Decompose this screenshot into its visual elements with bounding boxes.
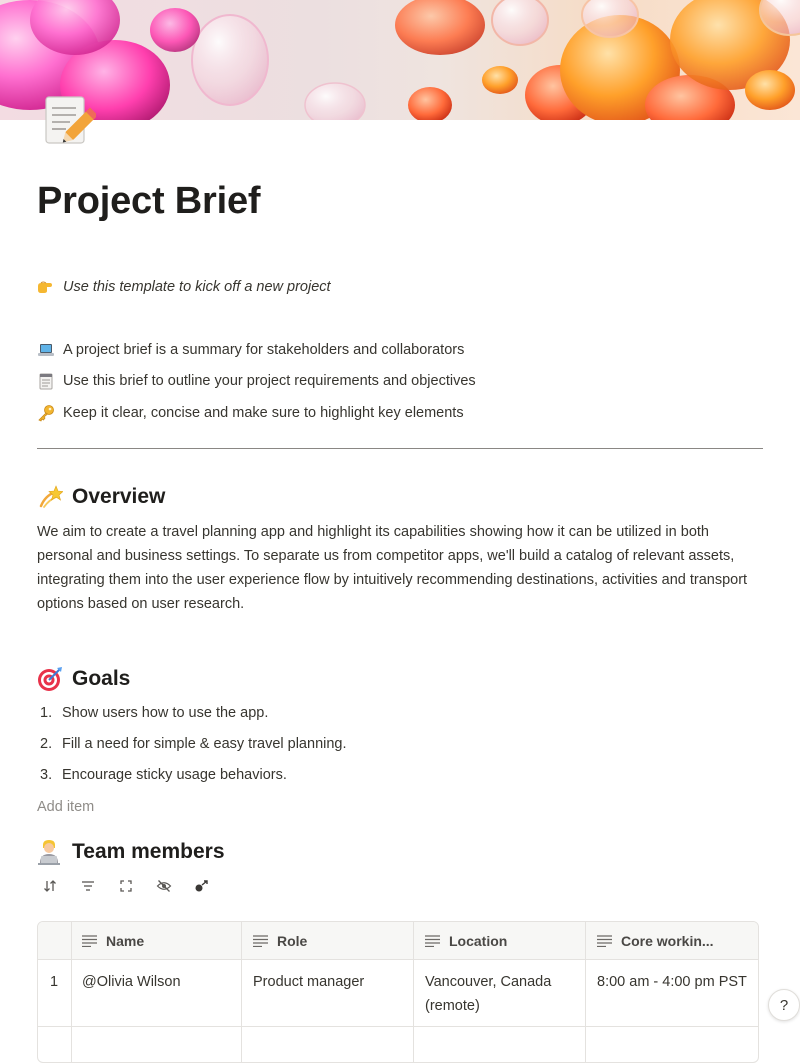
text-property-icon (597, 935, 612, 947)
page-title[interactable]: Project Brief (37, 180, 261, 222)
hide-icon[interactable] (156, 878, 172, 894)
divider (37, 448, 763, 449)
technologist-icon (37, 839, 63, 865)
cell-role[interactable]: Product manager (253, 974, 365, 990)
add-item-button[interactable]: Add item (37, 799, 95, 815)
goal-text: Fill a need for simple & easy travel planning. (62, 736, 347, 752)
goal-item[interactable] (40, 736, 347, 752)
overview-heading[interactable] (37, 484, 165, 510)
text-property-icon (425, 935, 440, 947)
sort-icon[interactable] (42, 878, 58, 894)
intro-line-text: Use this brief to outline your project requirements and objectives (63, 373, 476, 389)
filter-icon[interactable] (80, 878, 96, 894)
overview-paragraph[interactable]: We aim to create a travel planning app and highlight its capabilities showing how it can be utilized in both personal and business settings. To separate us from competitor apps, we'll build a catalog of relevant assets, integrating them into the user experience flow by intuitively recommending destinations, activities and transport options based on user research. (37, 524, 748, 612)
column-header-core-working-hours[interactable] (597, 933, 714, 949)
dizzy-icon (37, 484, 63, 510)
intro-line-outline (37, 372, 476, 390)
column-header-name[interactable] (82, 933, 144, 949)
goal-number: 3. (40, 767, 53, 783)
row-index: 1 (50, 974, 59, 990)
cell-location-line: Vancouver, Canada (425, 974, 552, 990)
text-property-icon (82, 935, 97, 947)
goals-heading[interactable] (37, 666, 130, 692)
team-heading-text: Team members (72, 840, 225, 863)
column-header-label: Name (106, 933, 145, 949)
column-header-location[interactable] (425, 933, 507, 949)
team-members-table (37, 921, 759, 1063)
template-callout (37, 278, 331, 296)
cell-core-hours[interactable]: 8:00 am - 4:00 pm PST (597, 974, 747, 990)
callout-text: Use this template to kick off a new project (63, 279, 331, 295)
notepad-icon (37, 372, 55, 390)
intro-line-clear (37, 404, 464, 422)
intro-line-summary (37, 341, 464, 359)
goal-text: Encourage sticky usage behaviors. (62, 767, 287, 783)
column-header-label: Core workin... (621, 933, 714, 949)
database-toolbar (42, 878, 210, 894)
target-icon (37, 666, 63, 692)
text-property-icon (253, 935, 268, 947)
column-header-label: Role (277, 933, 308, 949)
link-icon[interactable] (194, 878, 210, 894)
intro-line-text: Keep it clear, concise and make sure to highlight key elements (63, 405, 464, 421)
team-heading[interactable] (37, 839, 225, 865)
pointing-right-icon (37, 278, 55, 296)
goal-number: 2. (40, 736, 53, 752)
key-icon (37, 404, 55, 422)
laptop-icon (37, 341, 55, 359)
memo-icon[interactable] (42, 94, 96, 150)
goal-text: Show users how to use the app. (62, 705, 269, 721)
row-divider (38, 1026, 758, 1027)
column-header-label: Location (449, 933, 508, 949)
goal-number: 1. (40, 705, 53, 721)
goal-item[interactable] (40, 767, 287, 783)
column-header-role[interactable] (253, 933, 307, 949)
help-button[interactable]: ? (768, 989, 800, 1021)
intro-line-text: A project brief is a summary for stakeholders and collaborators (63, 342, 465, 358)
overview-heading-text: Overview (72, 485, 166, 508)
goal-item[interactable] (40, 705, 268, 721)
goals-heading-text: Goals (72, 667, 131, 690)
cell-location[interactable] (425, 970, 551, 1018)
page-cover[interactable] (0, 0, 800, 120)
expand-icon[interactable] (118, 878, 134, 894)
cell-location-line: (remote) (425, 998, 480, 1014)
cell-name[interactable]: @Olivia Wilson (82, 974, 181, 990)
